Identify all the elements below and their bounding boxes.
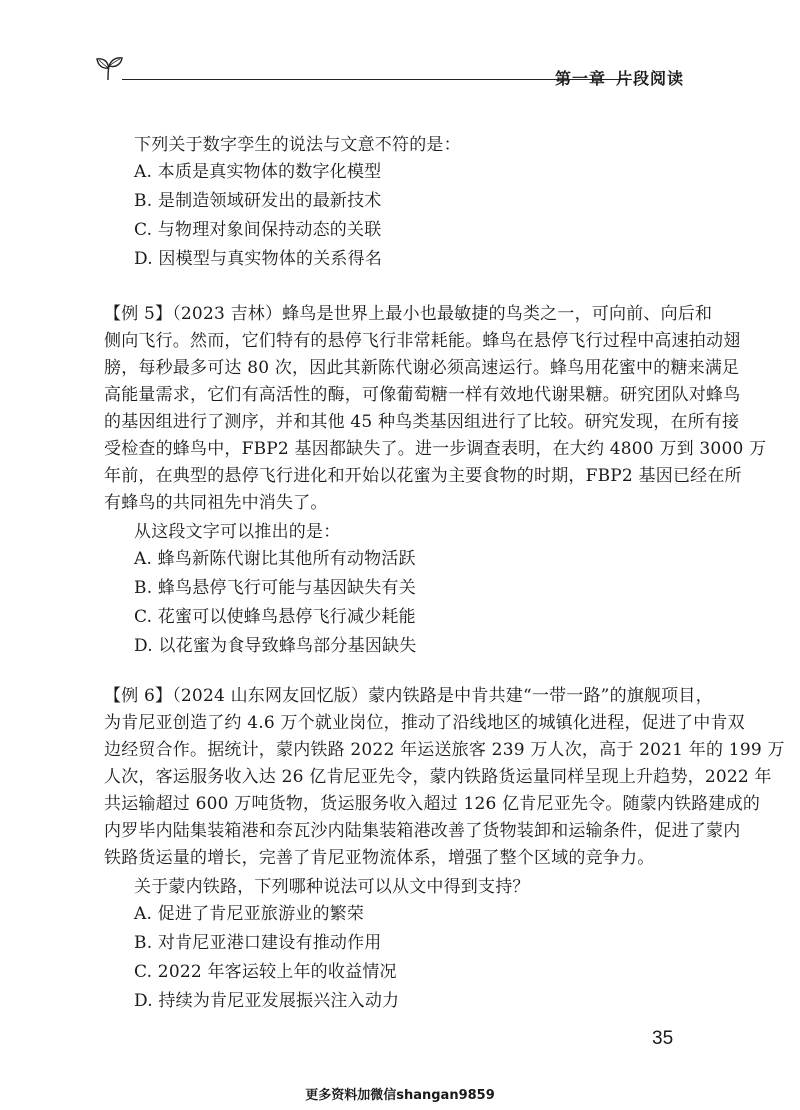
example-6: [104, 683, 785, 1016]
passage-line: 的基因组进行了测序，并和其他 45 种鸟类基因组进行了比较。研究发现，在所有接: [104, 412, 740, 432]
question-stem: 从这段文字可以推出的是：: [134, 522, 341, 542]
option-b: B. 蜂鸟悬停飞行可能与基因缺失有关: [134, 578, 416, 598]
passage-line: 膀，每秒最多可达 80 次，因此其新陈代谢必须高速运行。蜂鸟用花蜜中的糖来满足: [104, 358, 740, 378]
passage-line: 铁路货运量的增长，完善了肯尼亚物流体系，增强了整个区域的竞争力。: [104, 848, 655, 868]
option-c: C. 与物理对象间保持动态的关联: [134, 220, 382, 240]
passage-line: 【例 5】（2023 吉林）蜂鸟是世界上最小也最敏捷的鸟类之一，可向前、向后和: [104, 304, 713, 324]
page-number: 35: [652, 1028, 674, 1049]
passage-line: 高能量需求，它们有高活性的酶，可像葡萄糖一样有效地代谢果糖。研究团队对蜂鸟: [104, 385, 741, 405]
passage-line: 边经贸合作。据统计，蒙内铁路 2022 年运送旅客 239 万人次，高于 2021 年的 199 万: [104, 740, 785, 760]
page-header: [96, 52, 684, 88]
option-d: D. 持续为肯尼亚发展振兴注入动力: [134, 991, 400, 1011]
passage-line: 为肯尼亚创造了约 4.6 万个就业岗位，推动了沿线地区的城镇化进程，促进了中肯双: [104, 713, 745, 733]
option-b: B. 是制造领域研发出的最新技术: [134, 191, 382, 211]
option-d: D. 因模型与真实物体的关系得名: [134, 249, 383, 269]
passage-line: 人次，客运服务收入达 26 亿肯尼亚先令，蒙内铁路货运量同样呈现上升趋势，2022 年: [104, 767, 772, 787]
passage-line: 年前，在典型的悬停飞行进化和开始以花蜜为主要食物的时期，FBP2 基因已经在所: [104, 466, 742, 486]
option-a: A. 本质是真实物体的数字化模型: [134, 162, 382, 182]
example-5: [104, 301, 767, 661]
passage-line: 有蜂鸟的共同祖先中消失了。: [104, 493, 328, 513]
option-a: A. 蜂鸟新陈代谢比其他所有动物活跃: [134, 549, 416, 569]
chapter-title: 片段阅读: [615, 69, 684, 88]
passage-line: 内罗毕内陆集装箱港和奈瓦沙内陆集装箱港改善了货物装卸和运输条件，促进了蒙内: [104, 821, 741, 841]
option-c: C. 花蜜可以使蜂鸟悬停飞行减少耗能: [134, 607, 416, 627]
option-b: B. 对肯尼亚港口建设有推动作用: [134, 933, 382, 953]
passage-line: 侧向飞行。然而，它们特有的悬停飞行非常耗能。蜂鸟在悬停飞行过程中高速拍动翅: [104, 331, 741, 351]
chapter-heading: [555, 66, 684, 89]
passage-line: 共运输超过 600 万吨货物，货运服务收入超过 126 亿肯尼亚先令。随蒙内铁路建成的: [104, 794, 761, 814]
option-d: D. 以花蜜为食导致蜂鸟部分基因缺失: [134, 636, 417, 656]
sprout-icon: [96, 52, 124, 84]
footer-note: 更多资料加微信shangan9859: [305, 1088, 495, 1103]
option-a: A. 促进了肯尼亚旅游业的繁荣: [134, 904, 365, 924]
question-stem: 关于蒙内铁路，下列哪种说法可以从文中得到支持？: [134, 877, 530, 897]
example-6-passage: [104, 683, 785, 872]
chapter-label: 第一章: [554, 69, 606, 88]
page-content: [104, 132, 785, 1016]
passage-line: 受检查的蜂鸟中，FBP2 基因都缺失了。进一步调查表明，在大约 4800 万到 3000 万: [104, 439, 767, 459]
passage-line: 【例 6】（2024 山东网友回忆版）蒙内铁路是中肯共建“一带一路”的旗舰项目，: [104, 686, 713, 706]
question-stem: 下列关于数字孪生的说法与文意不符的是：: [134, 135, 461, 155]
option-c: C. 2022 年客运较上年的收益情况: [134, 962, 397, 982]
example-5-passage: [104, 301, 767, 517]
question-block-1: [104, 132, 696, 274]
